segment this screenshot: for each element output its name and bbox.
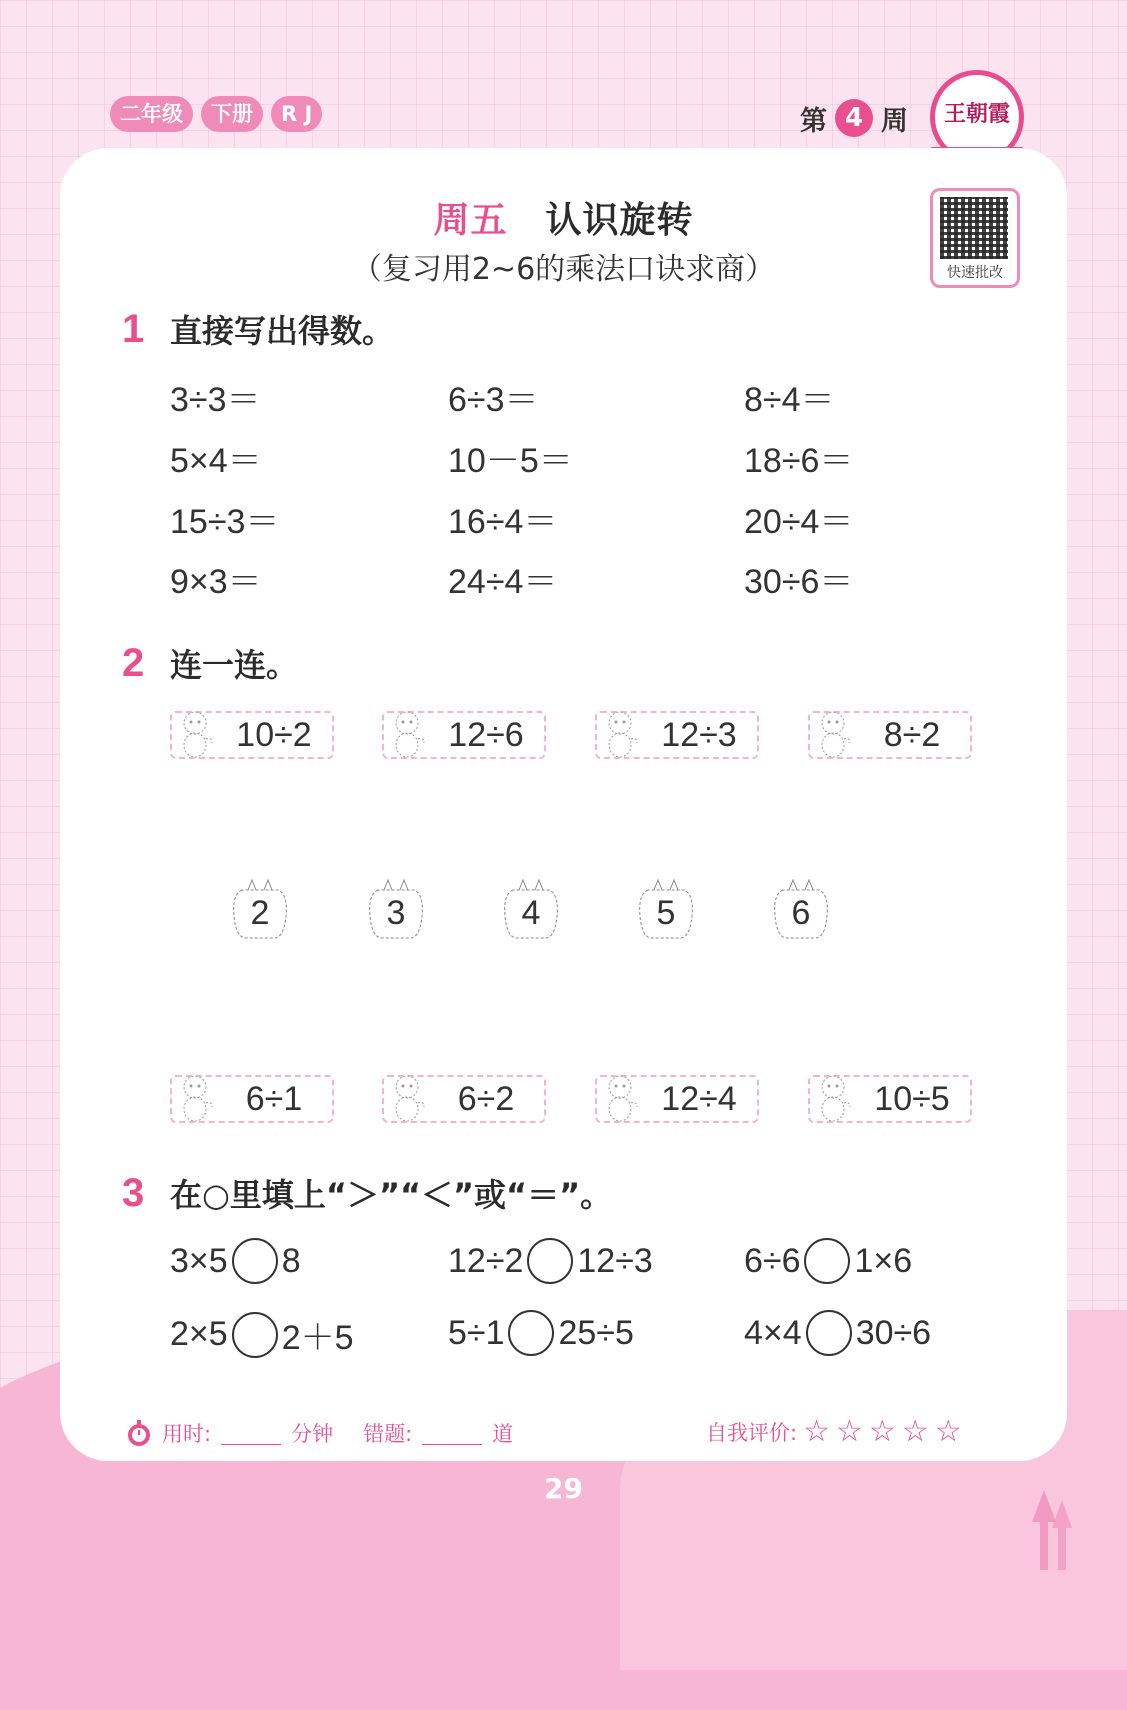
number-sack[interactable] <box>499 876 563 942</box>
time-record <box>124 1418 513 1448</box>
answer-circle[interactable] <box>232 1238 278 1284</box>
grade-pill: 二年级 <box>110 96 193 132</box>
comparison-left: 4×4 <box>744 1313 802 1352</box>
stopwatch-icon <box>124 1418 154 1448</box>
rating-star[interactable]: ☆ <box>934 1414 962 1449</box>
time-blank[interactable] <box>221 1422 281 1445</box>
number-sack[interactable] <box>228 876 292 942</box>
comparison-left: 12÷2 <box>448 1241 524 1280</box>
sack-number: 5 <box>656 894 676 932</box>
comparison-right: 8 <box>281 1241 301 1280</box>
week-suffix: 周 <box>881 105 908 137</box>
week-number: 4 <box>835 99 873 137</box>
comparison-right: 25÷5 <box>558 1313 634 1352</box>
comparison-item <box>744 1310 931 1356</box>
badge-name: 王朝霞 <box>943 101 1010 127</box>
comparison-right: 1×6 <box>854 1241 913 1280</box>
division-tag[interactable] <box>170 1075 334 1123</box>
title-topic: 认识旋转 <box>545 200 694 241</box>
division-tag[interactable] <box>808 711 972 759</box>
comparison-left: 6÷6 <box>744 1241 801 1280</box>
division-expression: 10÷5 <box>874 1080 950 1118</box>
division-expression: 8÷2 <box>883 716 941 754</box>
monkey-icon <box>814 1073 852 1123</box>
question-2-heading <box>122 640 298 686</box>
arrow-up-decoration-icon <box>1028 1490 1076 1570</box>
division-expression: 12÷4 <box>661 1080 737 1118</box>
title-day: 周五 <box>433 200 508 241</box>
number-sack[interactable] <box>364 876 428 942</box>
answer-circle[interactable] <box>806 1310 852 1356</box>
rating-star[interactable]: ☆ <box>901 1414 929 1449</box>
volume-pill: 下册 <box>201 96 263 132</box>
q1-equation: 15÷3＝ <box>170 503 280 541</box>
rating-star[interactable]: ☆ <box>868 1414 896 1449</box>
week-indicator <box>800 96 908 140</box>
comparison-right: 2＋5 <box>281 1319 354 1357</box>
division-expression: 6÷1 <box>245 1080 303 1118</box>
division-expression: 12÷6 <box>448 716 524 754</box>
number-sack[interactable] <box>769 876 833 942</box>
q1-equation: 18÷6＝ <box>744 442 854 480</box>
number-sack[interactable] <box>634 876 698 942</box>
monkey-icon <box>176 1073 214 1123</box>
question-prompt: 连一连。 <box>170 646 299 684</box>
q1-equation: 3÷3＝ <box>170 381 261 419</box>
question-number: 2 <box>122 640 145 685</box>
q1-equation: 20÷4＝ <box>744 503 854 541</box>
errors-blank[interactable] <box>422 1422 482 1445</box>
grade-pills <box>110 96 322 132</box>
time-label: 用时: <box>162 1422 212 1446</box>
q1-equation: 24÷4＝ <box>448 563 558 601</box>
comparison-item <box>448 1238 653 1284</box>
q1-equation: 30÷6＝ <box>744 563 854 601</box>
qr-label: 快速批改 <box>947 265 1003 281</box>
q1-equation: 16÷4＝ <box>448 503 558 541</box>
sack-number: 4 <box>521 894 541 932</box>
answer-circle[interactable] <box>232 1312 278 1358</box>
q1-equation: 8÷4＝ <box>744 381 835 419</box>
question-3-heading <box>122 1170 612 1216</box>
division-tag[interactable] <box>382 711 546 759</box>
errors-label: 错题: <box>363 1422 413 1446</box>
monkey-icon <box>176 709 214 759</box>
page-title <box>0 192 1127 243</box>
self-eval-label: 自我评价: <box>706 1420 798 1445</box>
minutes-label: 分钟 <box>291 1422 334 1446</box>
sack-number: 2 <box>250 894 270 932</box>
monkey-icon <box>388 1073 426 1123</box>
sack-number: 3 <box>386 894 406 932</box>
division-expression: 12÷3 <box>661 716 737 754</box>
q1-equation: 9×3＝ <box>170 563 262 601</box>
self-evaluation <box>706 1414 962 1449</box>
page-number: 29 <box>544 1472 583 1505</box>
q1-equation: 10－5＝ <box>448 442 573 480</box>
monkey-icon <box>814 709 852 759</box>
comparison-left: 2×5 <box>170 1315 228 1353</box>
q1-equation: 5×4＝ <box>170 442 262 480</box>
comparison-item <box>170 1238 301 1284</box>
week-prefix: 第 <box>800 105 827 137</box>
comparison-item <box>170 1310 354 1359</box>
q1-equation: 6÷3＝ <box>448 381 539 419</box>
question-number: 3 <box>122 1170 145 1215</box>
answer-circle[interactable] <box>804 1238 850 1284</box>
division-tag[interactable] <box>595 711 759 759</box>
errors-unit: 道 <box>492 1422 514 1446</box>
answer-circle[interactable] <box>527 1238 573 1284</box>
question-prompt: 在○里填上“＞”“＜”或“＝”。 <box>170 1176 613 1214</box>
division-expression: 10÷2 <box>236 716 312 754</box>
monkey-icon <box>388 709 426 759</box>
monkey-icon <box>601 1073 639 1123</box>
rating-star[interactable]: ☆ <box>803 1414 830 1449</box>
question-number: 1 <box>122 306 145 351</box>
edition-pill: R J <box>271 96 322 132</box>
division-tag[interactable] <box>595 1075 759 1123</box>
comparison-right: 12÷3 <box>577 1241 653 1280</box>
comparison-item <box>448 1310 634 1356</box>
division-expression: 6÷2 <box>457 1080 515 1118</box>
division-tag[interactable] <box>382 1075 546 1123</box>
question-prompt: 直接写出得数。 <box>170 312 395 350</box>
division-tag[interactable] <box>808 1075 972 1123</box>
page-subtitle: （复习用2~6的乘法口诀求商） <box>351 252 776 287</box>
sack-number: 6 <box>791 894 811 932</box>
comparison-left: 3×5 <box>170 1241 228 1280</box>
comparison-left: 5÷1 <box>448 1313 505 1352</box>
comparison-item <box>744 1238 912 1284</box>
answer-circle[interactable] <box>508 1310 554 1356</box>
division-tag[interactable] <box>170 711 334 759</box>
comparison-right: 30÷6 <box>855 1313 932 1352</box>
rating-star[interactable]: ☆ <box>835 1414 863 1449</box>
monkey-icon <box>601 709 639 759</box>
question-1-heading <box>122 306 394 352</box>
